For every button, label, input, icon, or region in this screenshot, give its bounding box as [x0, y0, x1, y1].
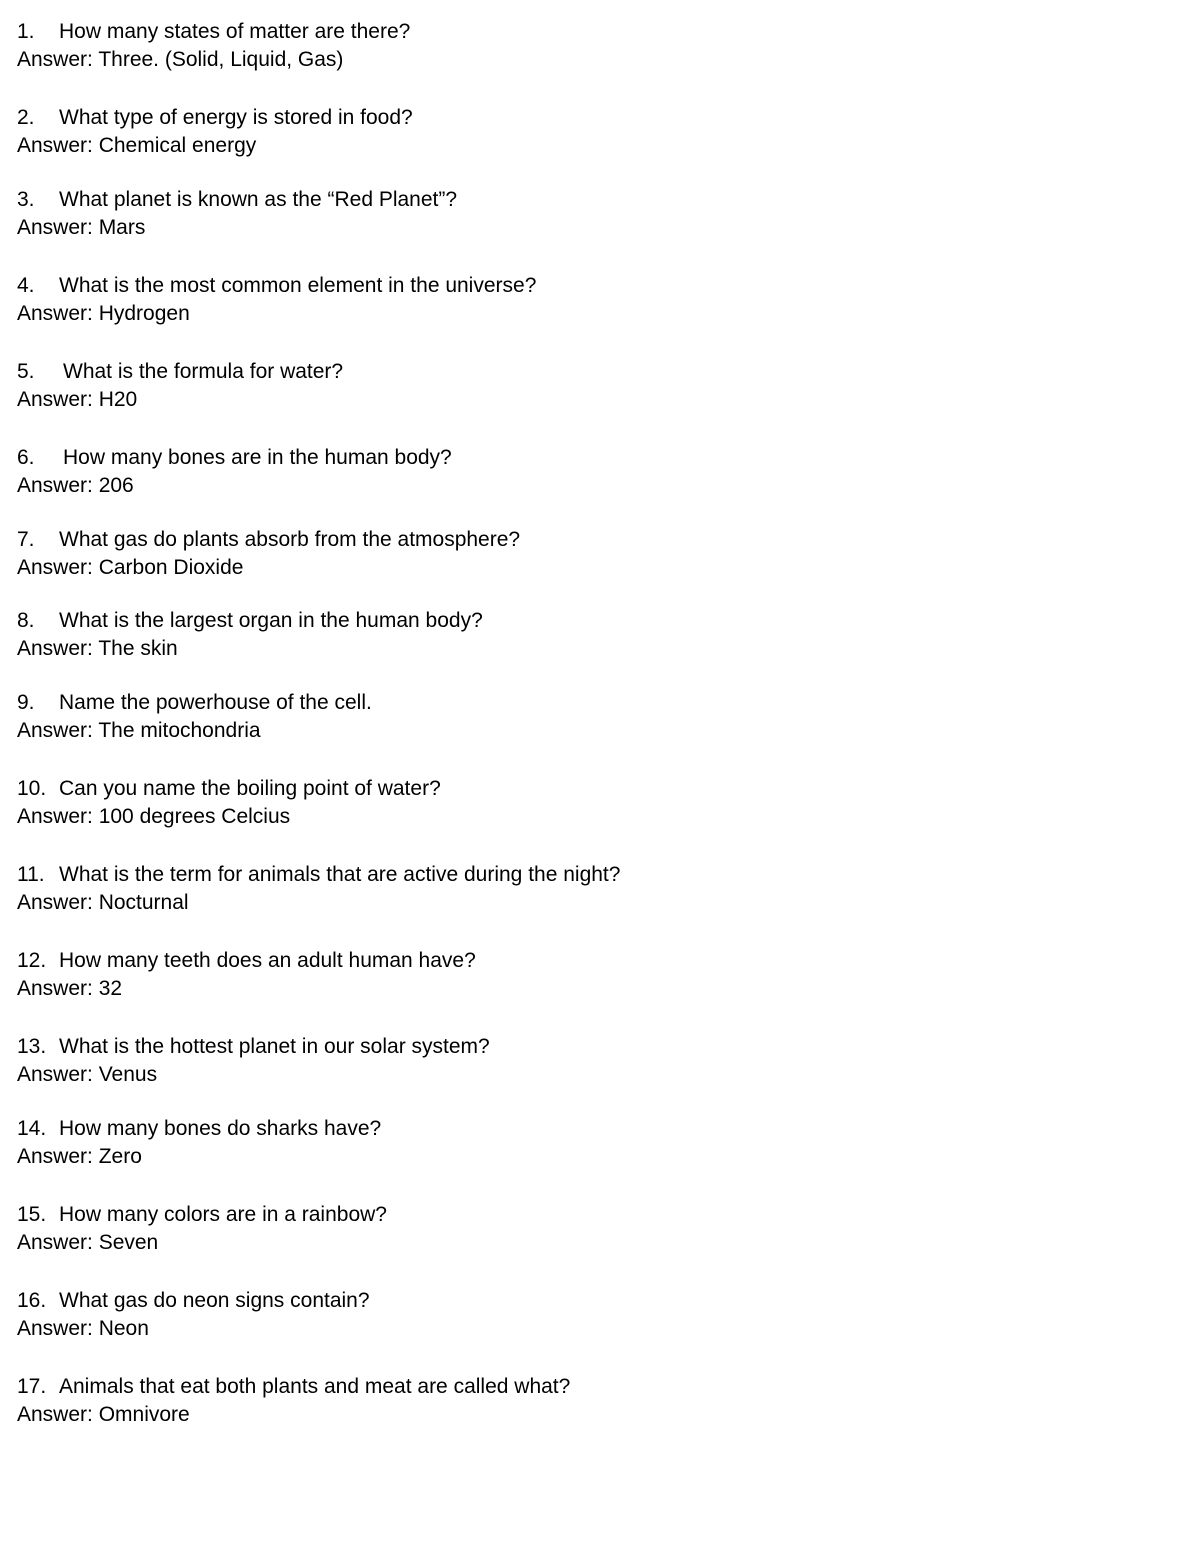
question-line — [17, 358, 1117, 386]
question-text: What is the formula for water? — [63, 360, 344, 383]
qa-item-11 — [17, 861, 1117, 917]
answer-text: Answer: Omnivore — [17, 1403, 190, 1426]
question-line — [17, 526, 1117, 554]
question-line — [17, 1373, 1117, 1401]
question-text: How many teeth does an adult human have? — [59, 949, 476, 972]
answer-text: Answer: Zero — [17, 1145, 142, 1168]
qa-item-13 — [17, 1033, 1117, 1089]
question-text: How many bones are in the human body? — [63, 446, 452, 469]
question-text: Animals that eat both plants and meat are called what? — [59, 1375, 571, 1398]
qa-item-8 — [17, 607, 1117, 663]
answer-text: Answer: Neon — [17, 1317, 149, 1340]
question-number: 14. — [17, 1117, 47, 1140]
question-number: 13. — [17, 1035, 47, 1058]
question-number: 2. — [17, 106, 35, 129]
question-text: What is the largest organ in the human body? — [59, 609, 483, 632]
question-line — [17, 1115, 1117, 1143]
question-number: 11. — [17, 863, 45, 886]
question-number: 16. — [17, 1289, 47, 1312]
answer-text: Answer: H20 — [17, 388, 138, 411]
question-text: What is the hottest planet in our solar system? — [59, 1035, 490, 1058]
qa-item-3 — [17, 186, 1117, 242]
answer-text: Answer: Mars — [17, 216, 146, 239]
question-text: What is the most common element in the universe? — [59, 274, 537, 297]
question-text: What type of energy is stored in food? — [59, 106, 413, 129]
answer-text: Answer: Seven — [17, 1231, 159, 1254]
answer-text: Answer: 32 — [17, 977, 123, 1000]
question-number: 6. — [17, 446, 35, 469]
question-line — [17, 104, 1117, 132]
answer-text: Answer: Chemical energy — [17, 134, 257, 157]
question-text: Name the powerhouse of the cell. — [59, 691, 372, 714]
qa-item-2 — [17, 104, 1117, 160]
question-line — [17, 444, 1117, 472]
qa-item-14 — [17, 1115, 1117, 1171]
answer-text: Answer: Carbon Dioxide — [17, 556, 244, 579]
question-line — [17, 1287, 1117, 1315]
question-number: 4. — [17, 274, 35, 297]
question-number: 17. — [17, 1375, 47, 1398]
answer-text: Answer: The mitochondria — [17, 719, 261, 742]
question-text: What planet is known as the “Red Planet”? — [59, 188, 458, 211]
qa-item-9 — [17, 689, 1117, 745]
question-line — [17, 186, 1117, 214]
question-text: How many bones do sharks have? — [59, 1117, 382, 1140]
question-line — [17, 272, 1117, 300]
question-line — [17, 775, 1117, 803]
qa-item-10 — [17, 775, 1117, 831]
question-number: 10. — [17, 777, 47, 800]
question-text: What is the term for animals that are active during the night? — [59, 863, 621, 886]
qa-item-6 — [17, 444, 1117, 500]
question-line — [17, 1201, 1117, 1229]
question-text: What gas do neon signs contain? — [59, 1289, 370, 1312]
qa-item-4 — [17, 272, 1117, 328]
question-number: 5. — [17, 360, 35, 383]
question-line — [17, 607, 1117, 635]
question-number: 8. — [17, 609, 35, 632]
qa-item-5 — [17, 358, 1117, 414]
qa-item-16 — [17, 1287, 1117, 1343]
question-number: 9. — [17, 691, 35, 714]
answer-text: Answer: Venus — [17, 1063, 158, 1086]
answer-text: Answer: Three. (Solid, Liquid, Gas) — [17, 48, 344, 71]
question-line — [17, 947, 1117, 975]
question-number: 1. — [17, 20, 35, 43]
answer-text: Answer: 206 — [17, 474, 134, 497]
question-number: 7. — [17, 528, 35, 551]
question-number: 12. — [17, 949, 47, 972]
question-number: 15. — [17, 1203, 47, 1226]
question-line — [17, 689, 1117, 717]
answer-text: Answer: Hydrogen — [17, 302, 190, 325]
qa-item-15 — [17, 1201, 1117, 1257]
question-number: 3. — [17, 188, 35, 211]
question-text: What gas do plants absorb from the atmosphere? — [59, 528, 521, 551]
question-line — [17, 1033, 1117, 1061]
qa-item-7 — [17, 526, 1117, 582]
answer-text: Answer: The skin — [17, 637, 178, 660]
question-text: How many colors are in a rainbow? — [59, 1203, 387, 1226]
question-text: How many states of matter are there? — [59, 20, 411, 43]
qa-item-1 — [17, 18, 1117, 74]
qa-item-12 — [17, 947, 1117, 1003]
question-line — [17, 861, 1117, 889]
answer-text: Answer: 100 degrees Celcius — [17, 805, 291, 828]
answer-text: Answer: Nocturnal — [17, 891, 189, 914]
question-line — [17, 18, 1117, 46]
qa-item-17 — [17, 1373, 1117, 1429]
question-text: Can you name the boiling point of water? — [59, 777, 441, 800]
